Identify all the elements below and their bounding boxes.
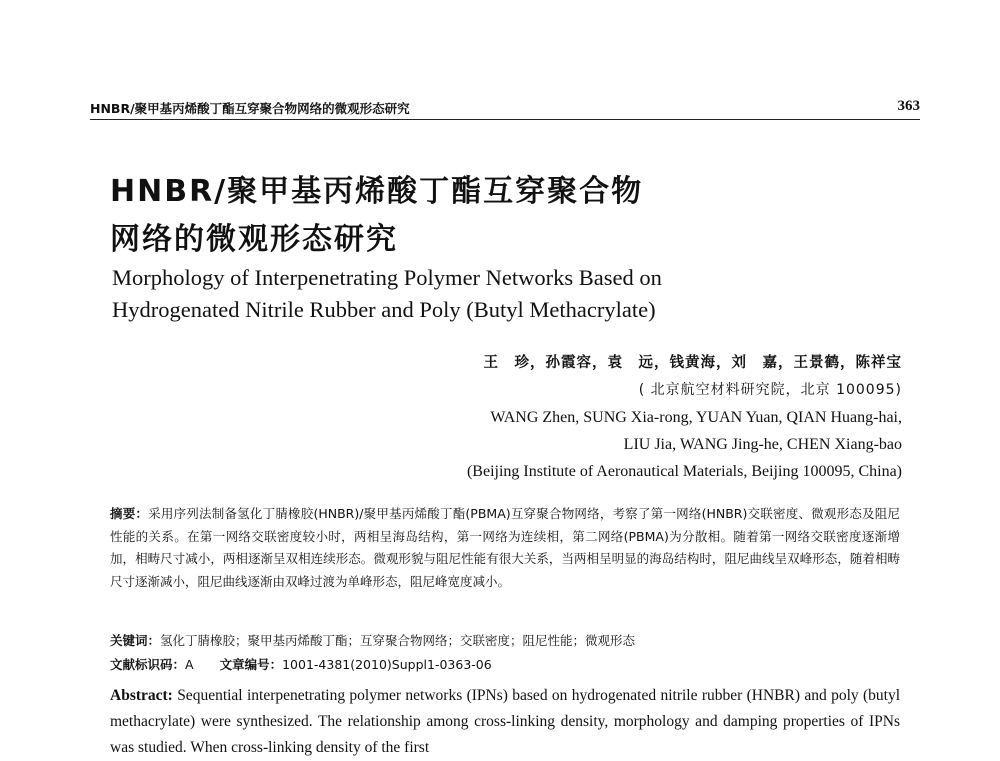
authors-english-line-1: WANG Zhen, SUNG Xia-rong, YUAN Yuan, QIAN Huang-hai, [490,409,902,426]
page-number: 363 [897,98,920,114]
chinese-abstract [110,503,900,593]
keywords-label: 关键词： [110,633,161,648]
classification-line [110,654,900,676]
keywords-text: 氢化丁腈橡胶；聚甲基丙烯酸丁酯；互穿聚合物网络；交联密度；阻尼性能；微观形态 [160,633,636,648]
english-abstract-text: Sequential interpenetrating polymer networks (IPNs) based on hydrogenated nitrile rubber (HNBR) and poly (butyl methacrylate) were synthesized. The relationship among cross-linking density, morphology and damping properties of IPNs was studied. When cross-linking density of the first [110,687,900,756]
article-number-value: 1001-4381(2010)Suppl1-0363-06 [282,657,492,672]
authors-chinese: 王 珍，孙霞容，袁 远，钱黄海，刘 嘉，王景鹤，陈祥宝 [483,355,902,371]
doc-code-label: 文献标识码： [110,657,186,672]
chinese-title-line-1: HNBR/聚甲基丙烯酸丁酯互穿聚合物 [110,174,644,209]
running-title: HNBR/聚甲基丙烯酸丁酯互穿聚合物网络的微观形态研究 [90,101,410,116]
chinese-title [110,168,910,264]
chinese-title-line-2: 网络的微观形态研究 [110,222,398,257]
english-abstract [110,683,900,761]
doc-code-value: A [185,657,194,672]
english-title [112,262,912,326]
article-number-label: 文章编号： [219,657,283,672]
english-title-line-2: Hydrogenated Nitrile Rubber and Poly (Butyl Methacrylate) [112,297,656,322]
authors-english-line-2: LIU Jia, WANG Jing-he, CHEN Xiang-bao [623,436,902,453]
english-title-line-1: Morphology of Interpenetrating Polymer Networks Based on [112,265,662,290]
authors-block [202,350,902,485]
affiliation-english: (Beijing Institute of Aeronautical Materials, Beijing 100095, China) [466,463,902,480]
keywords-line [110,630,900,652]
running-header [90,97,920,120]
affiliation-chinese: ( 北京航空材料研究院，北京 100095) [638,382,902,398]
english-abstract-label: Abstract: [110,687,173,704]
chinese-abstract-text: 采用序列法制备氢化丁腈橡胶(HNBR)/聚甲基丙烯酸丁酯(PBMA)互穿聚合物网络，考察了第一网络(HNBR)交联密度、微观形态及阻尼性能的关系。在第一网络交联密度较小时，两相呈海岛结构，第一网络为连续相，第二网络(PBMA)为分散相。随着第一网络交联密度逐渐增加，相畴尺寸减小，两相逐渐呈双相连续形态。微观形貌与阻尼性能有很大关系，当两相呈明显的海岛结构时，阻尼曲线呈双峰形态，随着相畴尺寸逐渐减小，阻尼曲线逐渐由双峰过渡为单峰形态，阻尼峰宽度减小。 [110,506,900,589]
chinese-abstract-label: 摘要： [110,506,149,521]
